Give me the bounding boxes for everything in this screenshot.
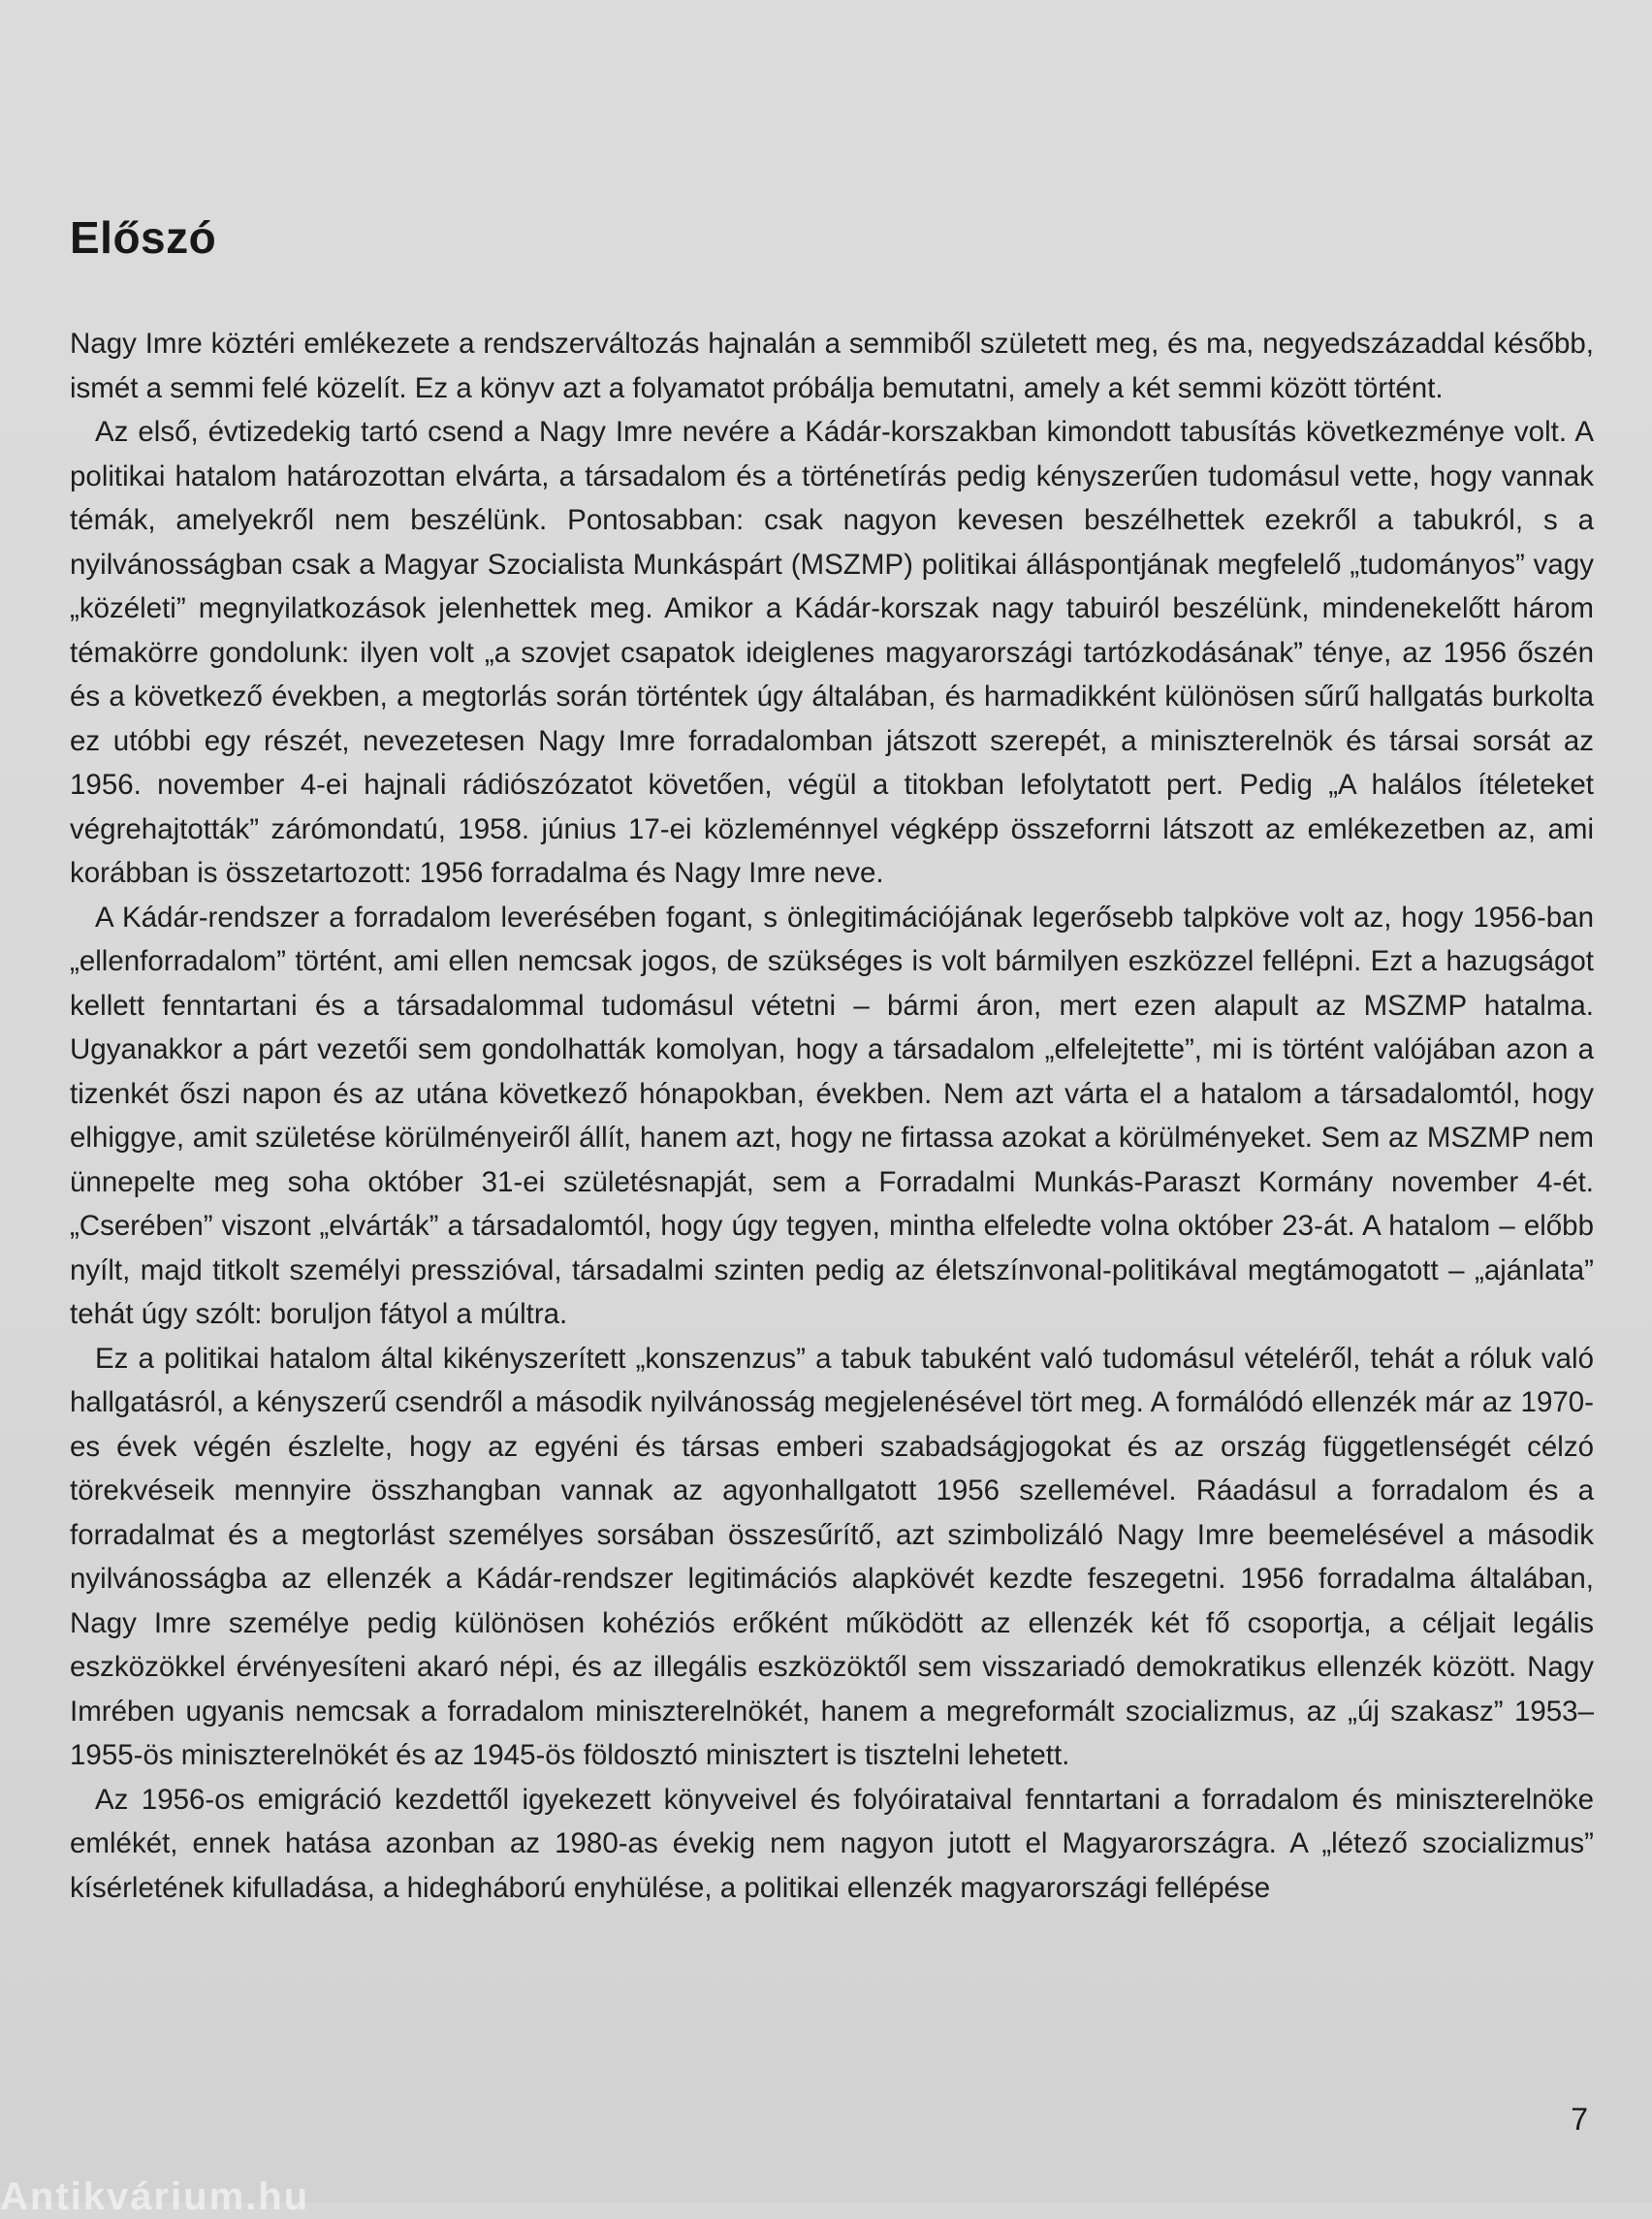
paragraph-2: Az első, évtizedekig tartó csend a Nagy Imre nevére a Kádár-korszakban kimondott tabusítás következménye volt. A politikai hatalom határozottan elvárta, a társadalom és a történetírás pedig kényszerűen tudomásul vette, hogy vannak témák, amelyekről nem beszélünk. Pontosabban: csak nagyon kevesen beszélhettek ezekről a tabukról, s a nyilvánosságban csak a Magyar Szocialista Munkáspárt (MSZMP) politikai álláspontjának megfelelő „tudományos” vagy „közéleti” megnyilatkozások jelenhettek meg. Amikor a Kádár-korszak nagy tabuiról beszélünk, mindenekelőtt három témakörre gondolunk: ilyen volt „a szovjet csapatok ideiglenes magyarországi tartózkodásának” ténye, az 1956 őszén és a következő években, a megtorlás során történtek úgy általában, és harmadikként különösen sűrű hallgatás burkolta ez utóbbi egy részét, nevezetesen Nagy Imre forradalomban játszott szerepét, a miniszterelnök és társai sorsát az 1956. november 4-ei hajnali rádiószózatot követően, végül a titokban lefolytatott pert. Pedig „A halálos ítéleteket végrehajtották” zárómondatú, 1958. június 17-ei közleménnyel végképp összeforrni látszott az emlékezetben az, ami korábban is összetartozott: 1956 forradalma és Nagy Imre neve.	[70, 416, 1594, 889]
watermark: Antikvárium.hu	[0, 2175, 310, 2218]
paragraph-4: Ez a politikai hatalom által kikényszerített „konszenzus” a tabuk tabuként való tudomásul vételéről, tehát a róluk való hallgatásról, a kényszerű csendről a második nyilvánosság megjelenésével tört meg. A formálódó ellenzék már az 1970-es évek végén észlelte, hogy az egyéni és társas emberi szabadságjogokat és az ország függetlenségét célzó törekvéseik mennyire összhangban vannak az agyonhallgatott 1956 szellemével. Ráadásul a forradalom és a forradalmat és a megtorlást személyes sorsában összesűrítő, azt szimbolizáló Nagy Imre beemelésével a második nyilvánosságba az ellenzék a Kádár-rendszer legitimációs alapkövét kezdte feszegetni. 1956 forradalma általában, Nagy Imre személye pedig különösen kohéziós erőként működött az ellenzék két fő csoportja, a céljait legális eszközökkel érvényesíteni akaró népi, és az illegális eszközöktől sem visszariadó demokratikus ellenzék között. Nagy Imrében ugyanis nemcsak a forradalom miniszterelnökét, hanem a megreformált szocializmus, az „új szakasz” 1953–1955-ös miniszterelnökét és az 1945-ös földosztó minisztert is tisztelni lehetett.	[70, 1342, 1594, 1771]
paragraph-1: Nagy Imre köztéri emlékezete a rendszerváltozás hajnalán a semmiből született meg, és ma, negyedszázaddal később, ismét a semmi felé közelít. Ez a könyv azt a folyamatot próbálja bemutatni, amely a két semmi között történt.	[70, 328, 1594, 404]
body-text	[70, 322, 1594, 1910]
paragraph-3: A Kádár-rendszer a forradalom leverésében fogant, s önlegitimációjának legerősebb talpköve volt az, hogy 1956-ban „ellenforradalom” történt, ami ellen nemcsak jogos, de szükséges is volt bármilyen eszközzel fellépni. Ezt a hazugságot kellett fenntartani és a társadalommal tudomásul vétetni – bármi áron, mert ezen alapult az MSZMP hatalma. Ugyanakkor a párt vezetői sem gondolhatták komolyan, hogy a társadalom „elfelejtette”, mi is történt valójában azon a tizenkét őszi napon és az utána következő hónapokban, években. Nem azt várta el a hatalom a társadalomtól, hogy elhiggye, amit születése körülményeiről állít, hanem azt, hogy ne firtassa azokat a körülményeket. Sem az MSZMP nem ünnepelte meg soha október 31-ei születésnapját, sem a Forradalmi Munkás-Paraszt Kormány november 4-ét. „Cserében” viszont „elvárták” a társadalomtól, hogy úgy tegyen, mintha elfeledte volna október 23-át. A hatalom – előbb nyílt, majd titkolt személyi presszióval, társadalmi szinten pedig az életszínvonal-politikával megtámogatott – „ajánlata” tehát úgy szólt: boruljon fátyol a múltra.	[70, 901, 1594, 1330]
page-title: Előszó	[70, 212, 217, 263]
paragraph-5: Az 1956-os emigráció kezdettől igyekezett könyveivel és folyóirataival fenntartani a forradalom és miniszterelnöke emlékét, ennek hatása azonban az 1980-as évekig nem nagyon jutott el Magyarországra. A „létező szocializmus” kísérletének kifulladása, a hidegháború enyhülése, a politikai ellenzék magyarországi fellépése	[70, 1783, 1594, 1904]
page-number: 7	[1571, 2102, 1588, 2137]
